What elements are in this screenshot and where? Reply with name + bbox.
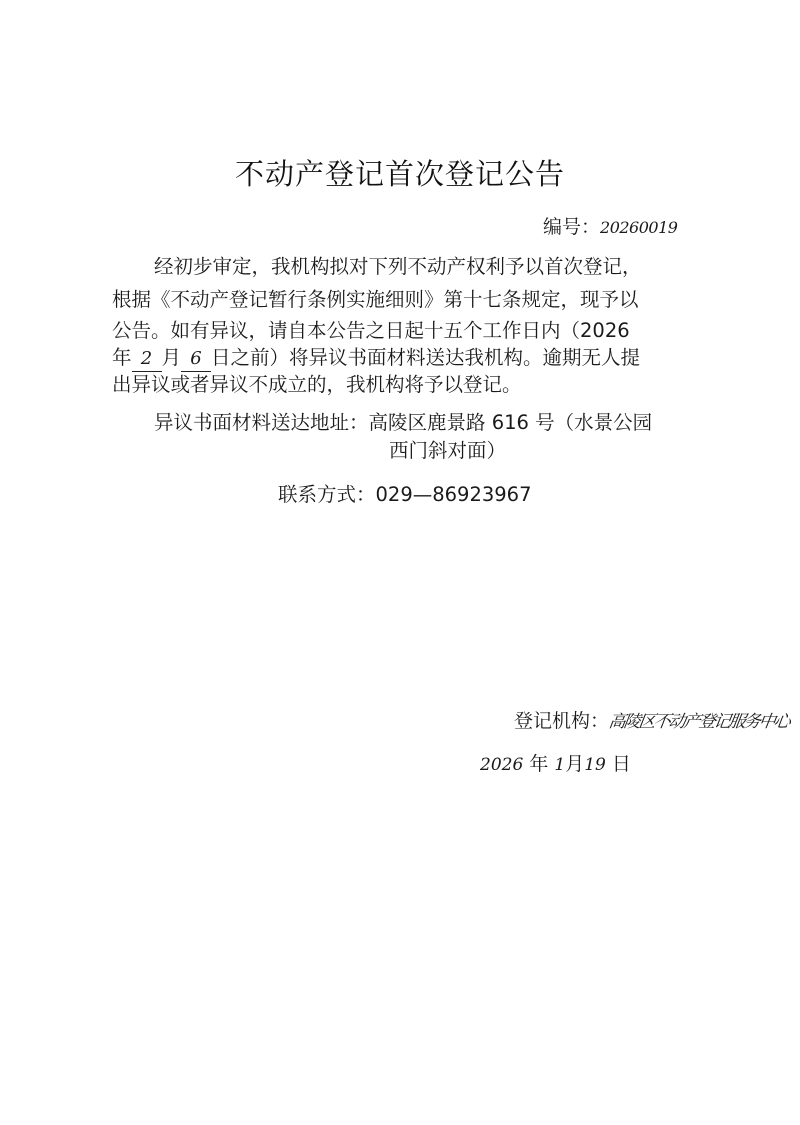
document-number-label: 编号： [543, 216, 601, 238]
deadline-month: 2 [140, 348, 153, 369]
registration-authority [514, 706, 789, 733]
date-month-unit: 月 [565, 753, 585, 775]
body-line-4-rest: 日之前）将异议书面材料送达我机构。逾期无人提 [211, 346, 641, 369]
date-year-unit: 年 [529, 753, 549, 775]
deadline-month-unit: 月 [161, 346, 182, 369]
deadline-day-field [181, 346, 211, 372]
notice-title: 不动产登记首次登记公告 [234, 157, 565, 191]
date-day: 19 [584, 755, 606, 775]
objection-address-line-1: 异议书面材料送达地址：高陵区鹿景路 616 号（水景公园 [154, 411, 653, 434]
deadline-month-field [132, 346, 162, 372]
contact-info [278, 480, 532, 510]
body-line-5: 出异议或者异议不成立的，我机构将予以登记。 [112, 373, 522, 396]
date-year: 2026 [480, 755, 524, 775]
authority-signature: 高陵区不动产登记服务中心 [607, 712, 791, 732]
contact-phone: 029—86923967 [375, 483, 532, 506]
date-month: 1 [554, 755, 566, 775]
body-line-2: 根据《不动产登记暂行条例实施细则》第十七条规定，现予以 [112, 288, 639, 311]
date-day-unit: 日 [611, 753, 631, 775]
deadline-day: 6 [190, 348, 202, 369]
body-line-4 [112, 343, 640, 373]
body-line-1: 经初步审定，我机构拟对下列不动产权利予以首次登记， [154, 255, 642, 278]
body-line-3: 公告。如有异议，请自本公告之日起十五个工作日内（2026 [112, 319, 630, 342]
authority-label: 登记机构： [514, 710, 610, 732]
document-number [543, 212, 677, 239]
notice-date [480, 749, 631, 776]
document-number-value: 20260019 [600, 218, 678, 237]
contact-label: 联系方式： [278, 483, 376, 506]
deadline-year-unit: 年 [112, 346, 132, 369]
objection-address-line-2: 西门斜对面） [389, 439, 507, 462]
